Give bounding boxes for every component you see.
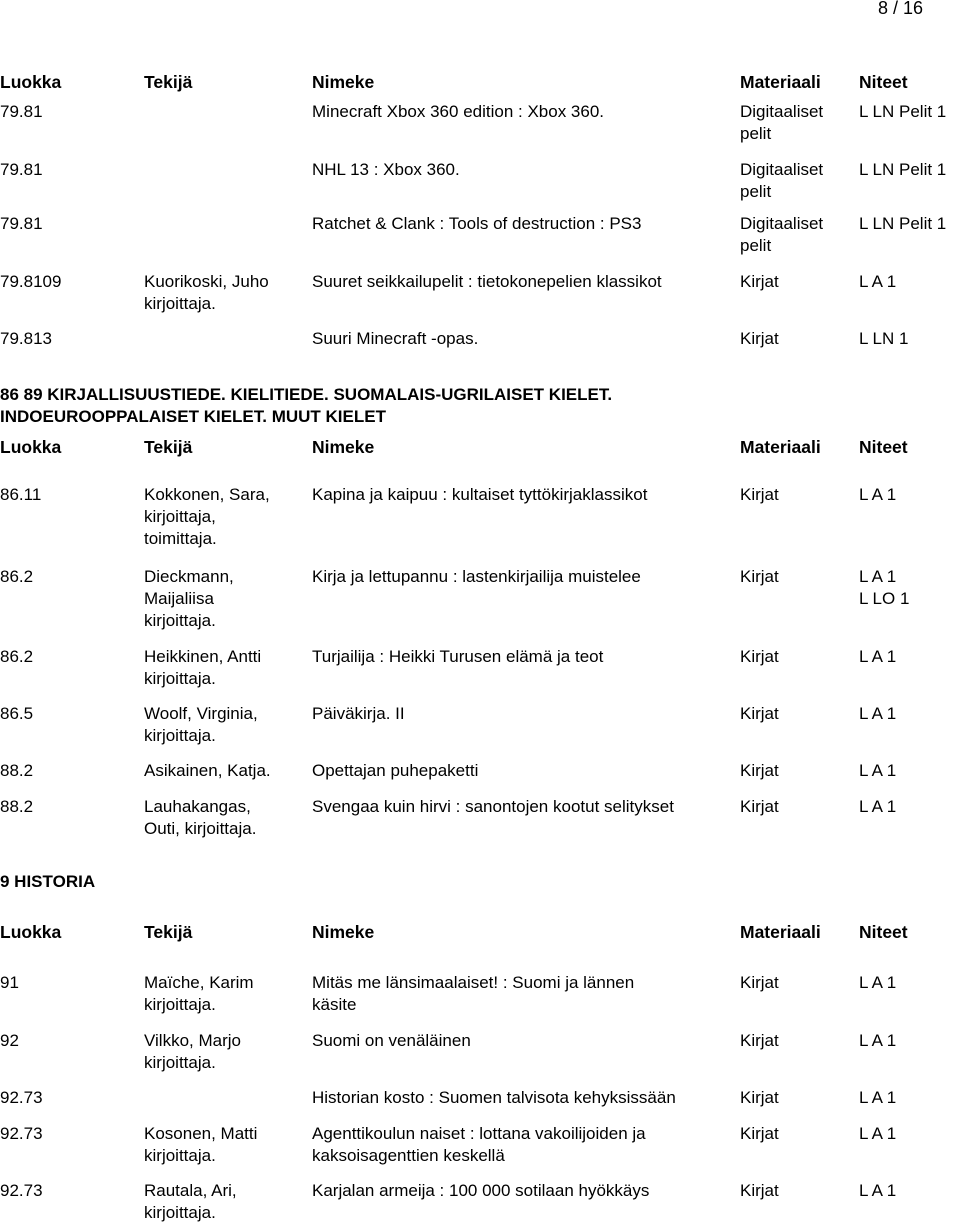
cell-materiaali: Kirjat [740, 1031, 779, 1050]
cell-materiaali: Kirjat [740, 272, 779, 291]
cell-luokka: 92 [0, 1031, 19, 1050]
header-tekija: Tekijä [144, 922, 193, 942]
cell-tekija: Kuorikoski, Juho kirjoittaja. [144, 272, 269, 313]
cell-niteet: L A 1 [859, 973, 897, 992]
cell-luokka: 88.2 [0, 797, 34, 816]
cell-niteet: L LN Pelit 1 [859, 102, 947, 121]
header-materiaali: Materiaali [740, 922, 821, 942]
cell-nimeke: Opettajan puhepaketti [312, 761, 479, 780]
cell-materiaali: Kirjat [740, 704, 779, 723]
header-luokka: Luokka [0, 922, 62, 942]
cell-nimeke: Turjailija : Heikki Turusen elämä ja teot [312, 647, 604, 666]
cell-tekija: Kosonen, Matti kirjoittaja. [144, 1124, 258, 1165]
cell-niteet: L A 1 [859, 704, 897, 723]
header-materiaali: Materiaali [740, 437, 821, 457]
header-luokka: Luokka [0, 72, 62, 92]
cell-nimeke: Suomi on venäläinen [312, 1031, 471, 1050]
cell-materiaali: Kirjat [740, 973, 779, 992]
section-title: 9 HISTORIA [0, 872, 96, 891]
cell-tekija: Kokkonen, Sara, kirjoittaja, toimittaja. [144, 485, 270, 548]
cell-nimeke: Historian kosto : Suomen talvisota kehyksissään [312, 1088, 676, 1107]
cell-nimeke: Kapina ja kaipuu : kultaiset tyttökirjaklassikot [312, 485, 648, 504]
header-niteet: Niteet [859, 922, 908, 942]
cell-niteet: L LN 1 [859, 329, 909, 348]
cell-materiaali: Kirjat [740, 329, 779, 348]
cell-nimeke: NHL 13 : Xbox 360. [312, 160, 460, 179]
cell-tekija: Maïche, Karim kirjoittaja. [144, 973, 254, 1014]
cell-materiaali: Kirjat [740, 567, 779, 586]
cell-luokka: 79.8109 [0, 272, 62, 291]
page-number: 8 / 16 [877, 0, 923, 18]
header-tekija: Tekijä [144, 72, 193, 92]
cell-luokka: 79.81 [0, 160, 43, 179]
cell-niteet: L A 1 [859, 647, 897, 666]
cell-niteet: L A 1 [859, 797, 897, 816]
cell-tekija: Lauhakangas, Outi, kirjoittaja. [144, 797, 257, 838]
cell-tekija: Rautala, Ari, kirjoittaja. [144, 1181, 237, 1222]
header-tekija: Tekijä [144, 437, 193, 457]
cell-niteet: L A 1 L LO 1 [859, 567, 910, 608]
cell-tekija: Vilkko, Marjo kirjoittaja. [144, 1031, 241, 1072]
cell-luokka: 86.2 [0, 567, 34, 586]
cell-niteet: L A 1 [859, 272, 897, 291]
cell-niteet: L LN Pelit 1 [859, 160, 947, 179]
cell-materiaali: Digitaaliset pelit [740, 160, 824, 201]
cell-materiaali: Kirjat [740, 1181, 779, 1200]
cell-materiaali: Kirjat [740, 1088, 779, 1107]
cell-luokka: 86.2 [0, 647, 34, 666]
section-title: 86 89 KIRJALLISUUSTIEDE. KIELITIEDE. SUOMALAIS-UGRILAISET KIELET. INDOEUROOPPALAISET KIELET. MUUT KIELET [0, 385, 613, 426]
cell-luokka: 86.11 [0, 485, 42, 504]
cell-materiaali: Digitaaliset pelit [740, 102, 824, 143]
cell-niteet: L A 1 [859, 761, 897, 780]
cell-tekija: Asikainen, Katja. [144, 761, 271, 780]
cell-nimeke: Mitäs me länsimaalaiset! : Suomi ja lännen käsite [312, 973, 635, 1014]
cell-niteet: L A 1 [859, 1031, 897, 1050]
header-materiaali: Materiaali [740, 72, 821, 92]
cell-materiaali: Kirjat [740, 485, 779, 504]
cell-materiaali: Kirjat [740, 761, 779, 780]
cell-luokka: 79.813 [0, 329, 52, 348]
cell-luokka: 79.81 [0, 102, 43, 121]
cell-nimeke: Karjalan armeija : 100 000 sotilaan hyökkäys [312, 1181, 650, 1200]
header-luokka: Luokka [0, 437, 62, 457]
cell-niteet: L LN Pelit 1 [859, 214, 947, 233]
header-niteet: Niteet [859, 72, 908, 92]
cell-luokka: 91 [0, 973, 19, 992]
cell-niteet: L A 1 [859, 1124, 897, 1143]
cell-nimeke: Minecraft Xbox 360 edition : Xbox 360. [312, 102, 605, 121]
cell-materiaali: Kirjat [740, 797, 779, 816]
cell-nimeke: Ratchet & Clank : Tools of destruction : PS3 [312, 214, 642, 233]
cell-nimeke: Kirja ja lettupannu : lastenkirjailija muistelee [312, 567, 641, 586]
cell-luokka: 92.73 [0, 1124, 43, 1143]
cell-luokka: 88.2 [0, 761, 34, 780]
cell-niteet: L A 1 [859, 1181, 897, 1200]
header-niteet: Niteet [859, 437, 908, 457]
cell-nimeke: Suuri Minecraft -opas. [312, 329, 479, 348]
cell-tekija: Woolf, Virginia, kirjoittaja. [144, 704, 258, 745]
cell-nimeke: Agenttikoulun naiset : lottana vakoilijoiden ja kaksoisagenttien keskellä [312, 1124, 646, 1165]
cell-niteet: L A 1 [859, 1088, 897, 1107]
cell-niteet: L A 1 [859, 485, 897, 504]
header-nimeke: Nimeke [312, 922, 375, 942]
cell-materiaali: Kirjat [740, 1124, 779, 1143]
cell-materiaali: Kirjat [740, 647, 779, 666]
cell-luokka: 92.73 [0, 1181, 43, 1200]
cell-luokka: 86.5 [0, 704, 34, 723]
cell-luokka: 92.73 [0, 1088, 43, 1107]
cell-tekija: Dieckmann, Maijaliisa kirjoittaja. [144, 567, 234, 630]
cell-nimeke: Suuret seikkailupelit : tietokonepelien klassikot [312, 272, 662, 291]
cell-luokka: 79.81 [0, 214, 43, 233]
cell-materiaali: Digitaaliset pelit [740, 214, 824, 255]
header-nimeke: Nimeke [312, 437, 375, 457]
header-nimeke: Nimeke [312, 72, 375, 92]
cell-nimeke: Päiväkirja. II [312, 704, 405, 723]
cell-nimeke: Svengaa kuin hirvi : sanontojen kootut selitykset [312, 797, 674, 816]
cell-tekija: Heikkinen, Antti kirjoittaja. [144, 647, 262, 688]
